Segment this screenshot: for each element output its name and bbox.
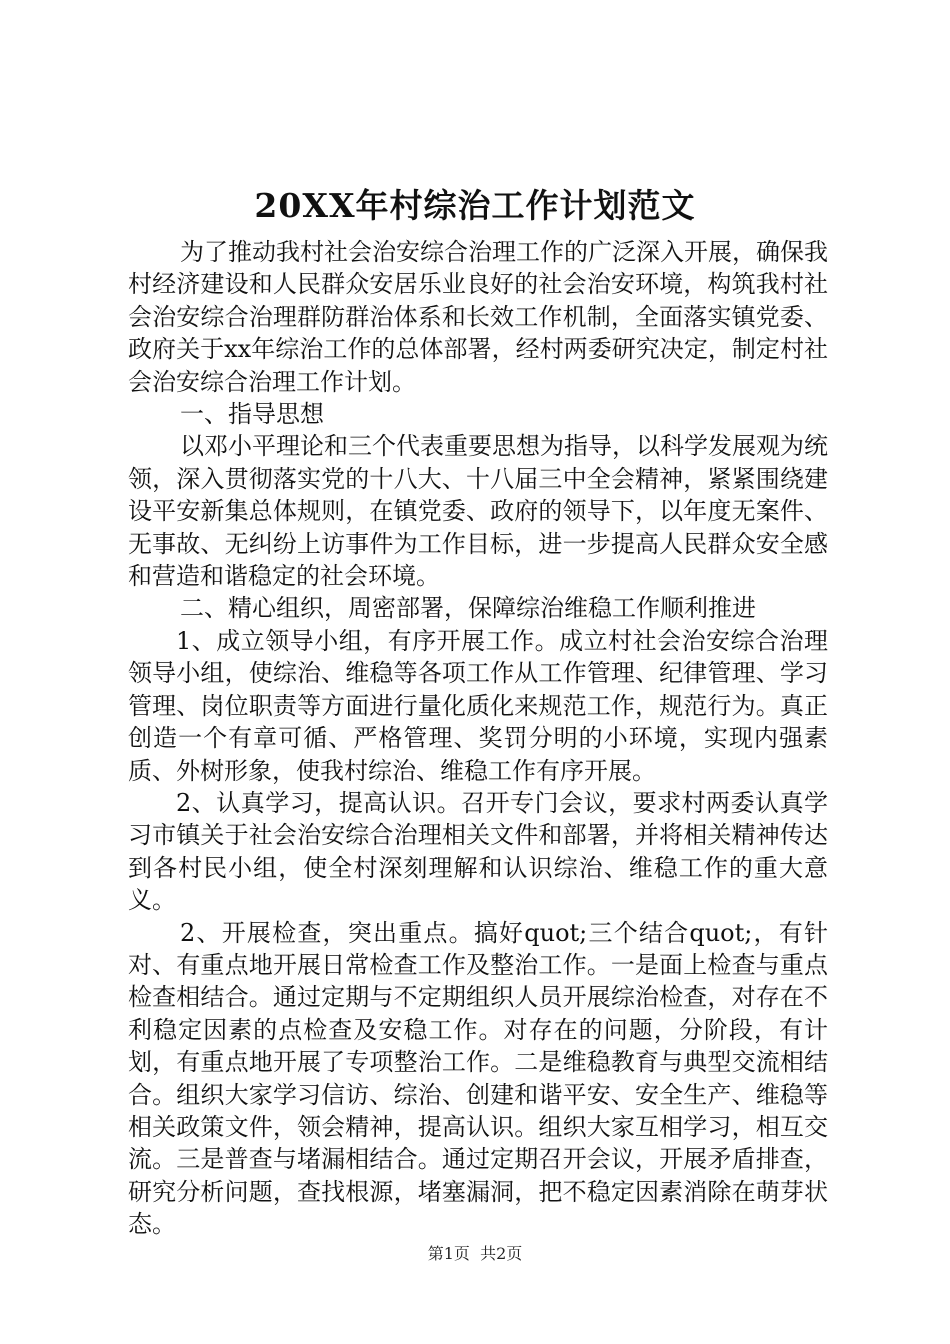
item-inspection: 2、开展检查，突出重点。搞好quot;三个结合quot;，有针对、有重点地开展日常检查工作及整治工作。一是面上检查与重点检查相结合。通过定期与不定期组织人员开展综治检查，对存在不利稳定因素的点检查及安稳工作。对存在的问题，分阶段，有计划，有重点地开展了专项整治工作。二是维稳教育与典型交流相结合。组织大家学习信访、综治、创建和谐平安、安全生产、维稳等相关政策文件，领会精神，提高认识。组织大家互相学习，相互交流。三是普查与堵漏相结合。通过定期召开会议，开展矛盾排查，研究分析问题，查找根源，堵塞漏洞，把不稳定因素消除在萌芽状态。 [128, 918, 828, 1239]
document-title: 20XX年村综治工作计划范文 [254, 186, 696, 225]
item-leadership-group: 1、成立领导小组，有序开展工作。成立村社会治安综合治理领导小组，使综治、维稳等各项工作从工作管理、纪律管理、学习管理、岗位职责等方面进行量化质化来规范工作，规范行为。真正创造一个有章可循、严格管理、奖罚分明的小环境，实现内强素质、外树形象，使我村综治、维稳工作有序开展。 [128, 626, 828, 785]
page-number-label: 第1页 共2页 [427, 1244, 523, 1263]
document-body [128, 236, 828, 1241]
section-heading-organization: 二、精心组织，周密部署，保障综治维稳工作顺利推进 [180, 594, 756, 623]
page-number-footer [0, 1242, 950, 1266]
item-study: 2、认真学习，提高认识。召开专门会议，要求村两委认真学习市镇关于社会治安综合治理相关文件和部署，并将相关精神传达到各村民小组，使全村深刻理解和认识综治、维稳工作的重大意义。 [128, 788, 828, 915]
intro-paragraph: 为了推动我村社会治安综合治理工作的广泛深入开展，确保我村经济建设和人民群众安居乐业良好的社会治安环境，构筑我村社会治安综合治理群防群治体系和长效工作机制，全面落实镇党委、政府关于xx年综治工作的总体部署，经村两委研究决定，制定村社会治安综合治理工作计划。 [128, 238, 828, 396]
section-heading-guiding-thought: 一、指导思想 [180, 400, 324, 429]
guiding-thought-paragraph: 以邓小平理论和三个代表重要思想为指导，以科学发展观为统领，深入贯彻落实党的十八大、十八届三中全会精神，紧紧围绕建设平安新集总体规则，在镇党委、政府的领导下，以年度无案件、无事故、无纠纷上访事件为工作目标，进一步提高人民群众安全感和营造和谐稳定的社会环境。 [128, 432, 828, 591]
